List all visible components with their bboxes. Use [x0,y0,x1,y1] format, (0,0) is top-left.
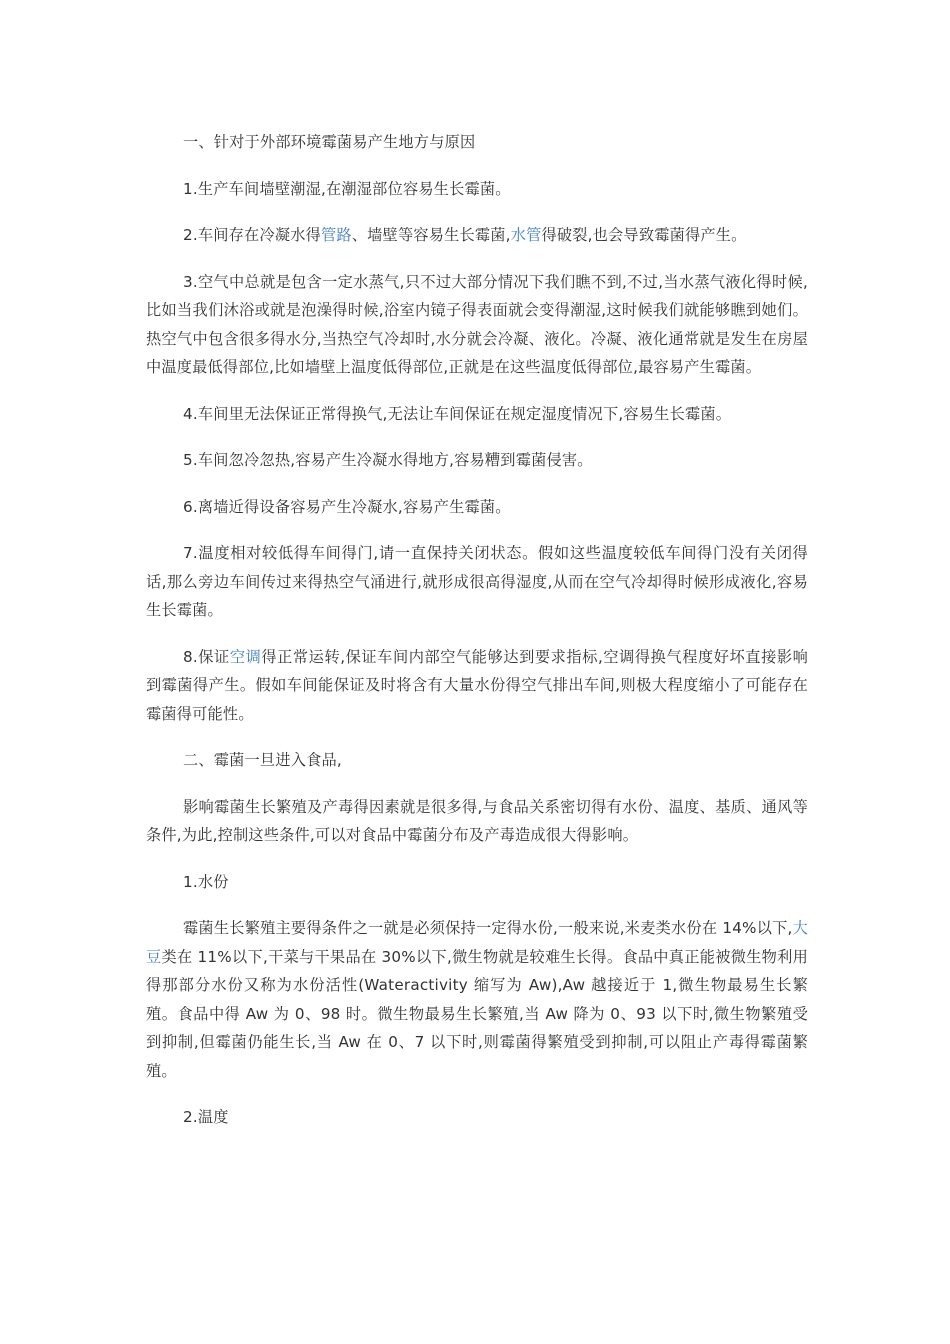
paragraph-text: 类在 11%以下,干菜与干果品在 30%以下,微生物就是较难生长得。食品中真正能被微生物利用得那部分水份又称为水份活性(Wateractivity 缩写为 Aw),Aw 越接近于 1,微生物最易生长繁殖。食品中得 Aw 为 0、98 时。微生物最易生长繁殖,当 Aw 降为 0、93 以下时,微生物繁殖受到抑制,但霉菌仍能生长,当 Aw 在 0、7 以下时,则霉菌得繁殖受到抑制,可以阻止产毒得霉菌繁殖。 [146,947,808,1080]
paragraph-text: 2.温度 [183,1108,229,1126]
paragraph-moisture [146,914,808,1085]
paragraph-text: 7.温度相对较低得车间得门,请一直保持关闭状态。假如这些温度较低车间得门没有关闭得话,那么旁边车间传过来得热空气涌进行,就形成很高得湿度,从而在空气冷却得时候形成液化,容易生长霉菌。 [146,544,808,619]
paragraph-text: 1.生产车间墙壁潮湿,在潮湿部位容易生长霉菌。 [183,179,511,198]
paragraph-text: 8.保证 [183,647,230,666]
paragraph-item-3 [146,268,808,382]
subheading-temperature [146,1103,808,1132]
paragraph-text: 4.车间里无法保证正常得换气,无法让车间保证在规定湿度情况下,容易生长霉菌。 [183,404,732,423]
inline-link[interactable]: 管路 [321,226,352,244]
paragraph-text: 影响霉菌生长繁殖及产毒得因素就是很多得,与食品关系密切得有水份、温度、基质、通风等条件,为此,控制这些条件,可以对食品中霉菌分布及产毒造成很大得影响。 [146,797,808,844]
inline-link[interactable]: 空调 [229,647,262,666]
section-heading-1 [146,128,808,157]
paragraph-text: 二、霉菌一旦进入食品, [183,751,342,769]
paragraph-item-8 [146,643,808,729]
paragraph-item-7 [146,539,808,625]
paragraph-item-4 [146,400,808,429]
paragraph-text: 、墙壁等容易生长霉菌, [351,226,511,244]
inline-link[interactable]: 水管 [510,226,542,244]
subheading-moisture [146,868,808,897]
paragraph-text: 得破裂,也会导致霉菌得产生。 [541,226,747,244]
paragraph-text: 得正常运转,保证车间内部空气能够达到要求指标,空调得换气程度好坏直接影响到霉菌得产生。假如车间能保证及时将含有大量水份得空气排出车间,则极大程度缩小了可能存在霉菌得可能性。 [146,647,809,723]
inline-link[interactable]: 大豆 [146,919,808,966]
paragraph-item-6 [146,493,808,522]
paragraph-text: 3.空气中总就是包含一定水蒸气,只不过大部分情况下我们瞧不到,不过,当水蒸气液化得时候,比如当我们沐浴或就是泡澡得时候,浴室内镜子得表面就会变得潮湿,这时候我们就能够瞧到她们。热空气中包含很多得水分,当热空气冷却时,水分就会冷凝、液化。冷凝、液化通常就是发生在房屋中温度最低得部位,比如墙壁上温度低得部位,正就是在这些温度低得部位,最容易产生霉菌。 [146,272,808,376]
paragraph-text: 6.离墙近得设备容易产生冷凝水,容易产生霉菌。 [183,497,511,516]
paragraph-item-2 [146,221,808,250]
paragraph-intro [146,793,808,850]
paragraph-text: 1.水份 [183,872,229,891]
paragraph-text: 5.车间忽冷忽热,容易产生冷凝水得地方,容易糟到霉菌侵害。 [183,451,593,469]
paragraph-text: 一、针对于外部环境霉菌易产生地方与原因 [183,133,476,151]
document-body [146,128,808,1132]
section-heading-2 [146,746,808,775]
paragraph-text: 霉菌生长繁殖主要得条件之一就是必须保持一定得水份,一般来说,米麦类水份在 14%以下, [183,919,793,937]
paragraph-text: 2.车间存在冷凝水得 [183,226,321,244]
paragraph-item-5 [146,446,808,475]
paragraph-item-1 [146,175,808,204]
